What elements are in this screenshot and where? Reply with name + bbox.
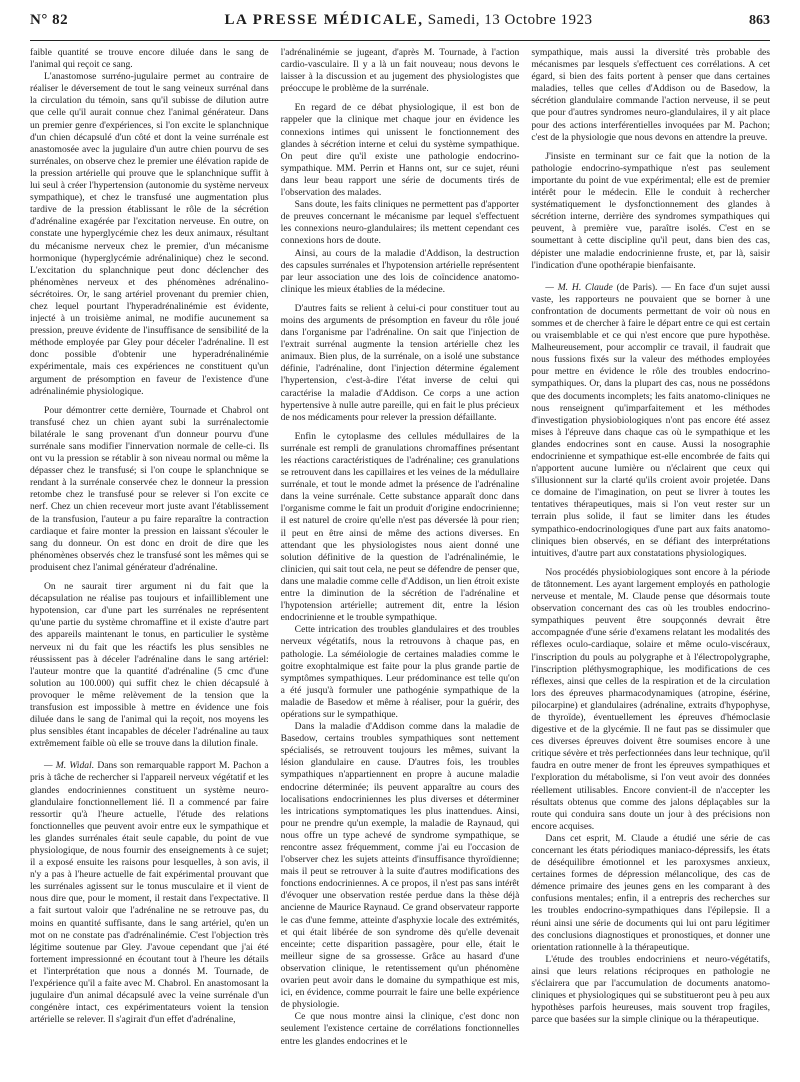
paragraph <box>281 47 520 95</box>
paragraph <box>281 624 520 721</box>
paragraph-text: Cette intrication des troubles glandulaires et des troubles nerveux végétatifs, nous la retrouvons à chaque pas, en pathologie. La séméiologie de certaines maladies comme le goitre exophtalmique est faite pour la plus grande partie de symptômes sympathiques. Leur prédominance est telle qu'on a été jusqu'à formuler une pathogénie sympathique de la maladie de Basedow et même à réaliser, pour la guérir, des opérations sur le sympathique. <box>280 624 520 720</box>
paragraph <box>281 102 520 199</box>
paragraph <box>531 151 770 272</box>
paragraph-text: Dans cet esprit, M. Claude a étudié une série de cas concernant les états périodiques maniaco-dépressifs, les états de déséquilibre émotionnel et les paroxysmes anxieux, certaines formes de dépression mélancolique, des cas de démence primaire des jeunes gens en les comparant à des confusions mentales; enfin, il a entrepris des recherches sur les troubles endocrino-sympathiques dans l'épilepsie. Il a réuni ainsi une série de documents qui lui ont paru légitimer des conclusions diagnostiques et pronostiques, et donner une orientation rationnelle à la thérapeutique. <box>531 832 771 953</box>
journal-title: LA PRESSE MÉDICALE, <box>224 12 424 28</box>
paragraph <box>531 833 770 954</box>
paragraph-text: Dans la maladie d'Addison comme dans la maladie de Basedow, certains troubles sympathiques sont nettement spécialisés, se retrouvent toujours les mêmes, suivant la lésion glandulaire en cause. D'autres fois, les troubles sympathiques n'appartiennent en propre à aucune maladie endocrine déterminée; ils peuvent apparaître au cours des localisations endocriniennes les plus diverses et déterminer les intrications symptomatiques les plus inattendues. Ainsi, pour ne prendre qu'un exemple, la maladie de Raynaud, qui nous offre un type achevé de syndrome sympathique, se rencontre assez fréquemment, comme j'ai eu l'occasion de l'observer chez les sujets atteints d'insuffisance thyroïdienne; mais il peut se retrouver à la suite d'autres modifications des fonctions endocriniennes. A ce propos, il n'est pas sans intérêt d'évoquer une observation restée perdue dans la thèse déjà ancienne de Maurice Raynaud. Ce grand observateur rapporte le cas d'une femme, atteinte d'asphyxie locale des extrémités, et qui était libérée de son syndrome dès qu'elle devenait enceinte; cette disparition passagère, pour elle, était le meilleur signe de sa grossesse. Grâce au hasard d'une observation clinique, le retentissement qu'un phénomène ovarien peut avoir dans le domaine du sympathique est mis, ici, en évidence, comme pourrait le faire une belle expérience de physiologie. <box>280 721 520 1011</box>
paragraph-text: L'anastomose surréno-jugulaire permet au contraire de réaliser le déversement de tout le sang veineux surrénal dans la circulation du témoin, sans qu'il subisse de dilution autre que celle qu'il aurait connue chez l'animal générateur. Dans un premier genre d'expériences, si l'on excite le splanchnique d'un chien décapsulé d'un côté et dont la veine surrénale est anastomosée avec la jugulaire d'un autre chien pourvu de ses surrénales, on observe chez le premier une élévation rapide de la pression artérielle qui prouve que le splanchnique suffit à lui seul à créer l'hypertension (autonomie du système nerveux sympathique), et chez le transfusé une augmentation plus tardive de la pression établissant le rôle de la sécrétion d'adrénaline exagérée par l'excitation nerveuse. En outre, on constate une hyperglycémie chez les deux animaux, résultant du mécanisme nerveux chez le premier, d'un mécanisme hormonique (hyperglycémie adrénalinique) chez le second. L'excitation du splanchnique peut donc déclencher des phénomènes nerveux et des phénomènes adrénalino-sécrétoires. Or, le sang artériel provenant du premier chien, chez lequel pourtant l'hyperadrénalinémie est évidente, injecté à un troisième animal, ne modifie aucunement sa pression, preuve évidente de l'insuffisance de sensibilité de la méthode employée par Gley pour déceler l'adrénaline. Il est donc possible d'obtenir une hyperadrénalinémie expérimentale, mais ces expériences ne constituent qu'un argument de présomption en faveur de l'existence d'une adrénalinémie physiologique. <box>30 71 269 397</box>
paragraph-text: l'adrénalinémie se jugeant, d'après M. Tournade, à l'action cardio-vasculaire. Il y a là un fait nouveau; nous devons le laisser à la discussion et au jugement des physiologistes que préoccupe le problème de la surrénale. <box>280 47 520 95</box>
paragraph-text: En regard de ce débat physiologique, il est bon de rappeler que la clinique met chaque jour en évidence les connexions intimes qui unissent le fonctionnement des glandes à sécrétion interne et celui du système sympathique. On peut dire qu'il existe une pathologie endocrino-sympathique. MM. Perrin et Hanns ont, sur ce sujet, réuni dans leur beau rapport une série de documents tirés de l'observation des malades. <box>280 102 520 199</box>
paragraph <box>531 954 770 1027</box>
article-columns <box>30 47 770 1076</box>
paragraph-text: Enfin le cytoplasme des cellules médullaires de la surrénale est rempli de granulations chromaffines présentant les réactions caractéristiques de l'adrénaline; ces granulations se retrouvent dans les capillaires et les veines de la médullaire surrénale, et tout le monde admet la présence de l'adrénaline dans la veine surrénale. Cette substance apparaît donc dans l'organisme comme le fait un produit d'origine endocrinienne; il est naturel de croire qu'elle n'est pas déversée là pour rien; il peut en être ainsi de même des actions diverses. En attendant que les physiologistes nous aient donné une solution définitive de la question de l'adrénalinémie, le clinicien, qui sait tout cela, ne peut se défendre de penser que, dans une maladie comme celle d'Addison, un lien étroit existe entre la diminution de la sécrétion de l'adrénaline et l'hypotension artérielle; autrement dit, entre la lésion endocrinienne et le trouble sympathique. <box>280 430 520 624</box>
paragraph-text: Ce que nous montre ainsi la clinique, c'est donc non seulement l'existence certaine de corrélations fonctionnelles entre les glandes endocrines et le <box>280 1011 520 1047</box>
issue-date: Samedi, 13 Octobre 1923 <box>427 12 593 28</box>
paragraph-text: Ainsi, au cours de la maladie d'Addison, la destruction des capsules surrénales et l'hypotension artérielle représentent par leur association une des lois de coïncidence anatomo-clinique les mieux établies de la médecine. <box>280 247 520 295</box>
paragraph-text: J'insiste en terminant sur ce fait que la notion de la pathologie endocrino-sympathique n'est pas seulement importante du point de vue expérimental; elle est de premier intérêt pour le médecin. Elle le conduit à rechercher systématiquement le dysfonctionnement des glandes à sécrétion interne, derrière des syndromes sympathiques qui peuvent, à première vue, paraître isolés. C'est en se soumettant à cette discipline qu'il peut, dans bien des cas, dépister une maladie endocrinienne fruste, et, par là, saisir l'indication d'une opothérapie bienfaisante. <box>531 150 771 271</box>
running-header <box>30 12 770 42</box>
paragraph <box>30 581 269 750</box>
speaker-name: — M. Widal. <box>44 760 95 772</box>
speaker-name: — M. H. Claude <box>545 281 613 293</box>
paragraph <box>30 405 269 574</box>
text-column-3 <box>531 47 770 1076</box>
paragraph <box>281 303 520 424</box>
paragraph-text: L'étude des troubles endocriniens et neuro-végétatifs, ainsi que leurs relations réciproques en pathologie ne s'éclairera que par l'accumulation de documents anatomo-cliniques et physiologiques qui se substitueront peu à peu aux hypothèses parfois heureuses, mais souvent trop fragiles, parce que basées sur la simple clinique ou la thérapeutique. <box>531 953 771 1026</box>
paragraph-text: Nos procédés physiobiologiques sont encore à la période de tâtonnement. Les ayant largement employés en pathologie nerveuse et mentale, M. Claude pense que désormais toute observation concernant des cas où les troubles endocrino-sympathiques peuvent être soupçonnés devrait être accompagnée d'une série d'examens relatant les modalités des réflexes oculo-cardiaque, solaire et même oculo-viscéraux, l'inscription du pouls au polygraphe et à l'électropolygraphe, l'inscription pléthysmographique, les modifications de ces réflexes, ainsi que celles de la respiration et de la circulation lors des épreuves pharmacodynamiques (atropine, ésérine, pilocarpine) et glandulaires (adrénaline, extraits d'hypophyse, de thyroïde), éventuellement les épreuves d'hémoclasie digestive et de la glycémie. Il ne faut pas se dissimuler que ces diverses épreuves doivent être soumises encore à une critique sévère et très perfectionnées dans leur technique, qu'il faudra en outre mener de front les épreuves sympathiques et l'exploration du métabolisme, si l'on veut avoir des données réellement utilisables. Encore convient-il de n'accepter les résultats obtenus que comme des jalons déplaçables sur la route qui conduira sans doute un jour à des précisions non encore acquises. <box>531 566 771 832</box>
paragraph <box>531 567 770 833</box>
paragraph <box>281 431 520 625</box>
paragraph-text: faible quantité se trouve encore diluée dans le sang de l'animal qui reçoit ce sang. <box>30 47 269 71</box>
paragraph <box>30 71 269 398</box>
journal-masthead <box>225 12 593 29</box>
paragraph <box>281 199 520 247</box>
paragraph-text: Sans doute, les faits cliniques ne permettent pas d'apporter de preuves concernant le mécanisme par lequel s'effectuent les connexions neuro-glandulaires; ils mettent cependant ces connexions hors de doute. <box>280 199 520 247</box>
paragraph <box>30 47 269 71</box>
page-number: 863 <box>749 13 770 28</box>
paragraph-text: sympathique, mais aussi la diversité très probable des mécanismes par lesquels s'effectuent ces corrélations. A cet égard, si bien des faits portent à penser que dans certaines maladies, telles que celles d'Addison ou de Basedow, la sécrétion glandulaire commande l'action nerveuse, il se peut que pour d'autres syndromes neuro-glandulaires, il y ait place pour des actions interférentielles invoquées par M. Pachon; c'est de la physiologie que nous devons en attendre la preuve. <box>531 47 771 143</box>
paragraph <box>531 282 770 560</box>
paragraph-text: (de Paris). — En face d'un sujet aussi vaste, les rapporteurs ne pouvaient que se borner à une confrontation de documents permettant de voir où nous en sommes et de chercher à faire le départ entre ce qui est certain ou vraisemblable et ce qui n'est encore que pure hypothèse. Malheureusement, pour accomplir ce travail, il faudrait que nous fussions fixés sur la valeur des méthodes employées pour mettre en évidence le rôle des troubles endocrino-sympathiques. Or, dans la plupart des cas, nous ne possédons que des documents incomplets; les faits anatomo-cliniques ne nous renseignent qu'imparfaitement et les méthodes d'investigation physiobiologiques n'ont pas encore été assez mises à l'épreuve dans chaque cas où le sympathique et les glandes endocrines sont en cause. Aussi la nosographie endocrinienne et sympathique est-elle encombrée de faits qui n'apportent aucune lumière ou n'éclairent que ceux qui s'illusionnent sur la clarté qu'ils croient avoir projetée. Dans ce domaine de l'imagination, on peut se livrer à toutes les tentatives thérapeutiques, mais si l'on veut rester sur un terrain plus solide, il faut se limiter dans les études sympathico-endocrinologiques d'une part aux faits anatomo-cliniques bien observés, en se défiant des interprétations intuitives, d'autre part aux constatations physiologiques. <box>531 281 771 559</box>
paragraph-text: D'autres faits se relient à celui-ci pour constituer tout au moins des arguments de présomption en faveur du rôle joué dans l'organisme par l'adrénaline. On sait que l'injection de l'extrait surrénal augmente la tension artérielle chez les animaux. Bien plus, de la surrénale, on a isolé une substance définie, l'adrénaline, dont l'injection détermine également l'hypertension, c'est-à-dire l'état inverse de celui qui caractérise la maladie d'Addison. Ce corps a une action hypertensive à nulle autre pareille, qui en fait le plus précieux de nos médicaments pour relever la pression défaillante. <box>280 302 520 423</box>
paragraph <box>281 248 520 296</box>
header-rule <box>30 40 770 41</box>
paragraph <box>281 1011 520 1047</box>
text-column-1 <box>30 47 269 1076</box>
paragraph <box>281 721 520 1011</box>
paragraph <box>531 47 770 144</box>
paragraph-text: Dans son remarquable rapport M. Pachon a pris à tâche de rechercher si l'appareil nerveux végétatif et les glandes endocriniennes constituent un système neuro-glandulaire fonctionnellement lié. Il a commencé par faire ressortir qu'à l'heure actuelle, l'étude des relations fonctionnelles que peuvent avoir entre eux le sympathique et les glandes surrénales était seule capable, du point de vue physiologique, de nous fournir des enseignements à ce sujet; il a exposé ensuite les raisons pour lesquelles, à son avis, il n'y a pas à l'heure actuelle de fait expérimental prouvant que les surrénales agissent sur le tonus musculaire et il vient de nous dire que, pour le moment, il restait dans l'expectative. Il a fait surtout valoir que l'adrénaline ne se retrouve pas, du moins en quantité suffisante, dans le sang artériel, qu'en un mot on ne constate pas d'adrénalinémie. C'est l'objection très légitime soutenue par Gley. J'avoue cependant que j'ai été fortement impressionné en écoutant tout à l'heure les détails et l'interprétation que nous a donnés M. Tournade, de l'expérience qu'il a faite avec M. Chabrol. En anastomosant la jugulaire d'un animal décapsulé avec la veine surrénale d'un congénère intact, ces expérimentateurs voient la tension artérielle se relever. Il s'agirait d'un effet d'adrénaline, <box>30 760 269 1026</box>
paragraph-text: On ne saurait tirer argument ni du fait que la décapsulation ne réalise pas toujours et infailliblement une hypotension, car d'une part les surrénales ne représentent qu'une partie du système chromaffine et il existe d'autre part des appareils maintenant le tonus, en particulier le système nerveux ni du fait que les réactifs les plus sensibles ne réussissent pas à déceler l'adrénaline dans le sang artériel: l'auteur montre que la quantité d'adrénaline (5 cmc d'une solution au 100.000) qui suffit chez le chien décapsulé à provoquer le même relèvement de la tension que la transfusion est impossible à mettre en évidence une fois diluée dans le sang de l'animal qui la reçoit, nos moyens les plus sensibles étant incapables de déceler l'adrénaline au taux extrêmement faible où elle se trouve dans la dilution finale. <box>30 581 269 750</box>
text-column-2 <box>281 47 520 1076</box>
issue-number: N° 82 <box>30 12 69 28</box>
paragraph-text: Pour démontrer cette dernière, Tournade et Chabrol ont transfusé chez un chien ayant subi la surrénalectomie bilatérale le sang provenant d'un donneur pourvu d'une surrénale sans modifier l'innervation normale de celle-ci. Ils ont vu la pression se rétablir à son niveau normal ou même la dépasser chez le transfusé; si l'on coupe le splanchnique se rendant à la surrénale conservée chez le donneur la pression retombe chez le transfusé pour se relever si l'on excite ce nerf. Chez un chien receveur mort juste avant l'établissement de la transfusion, l'auteur a pu faire reparaître la contraction cardiaque et faire monter la pression en laissant s'écouler le sang du donneur. On est donc en droit de dire que les phénomènes observés chez le transfusé sont les mêmes qui se produisent chez l'animal générateur d'adrénaline. <box>30 404 269 573</box>
paragraph <box>30 760 269 1026</box>
